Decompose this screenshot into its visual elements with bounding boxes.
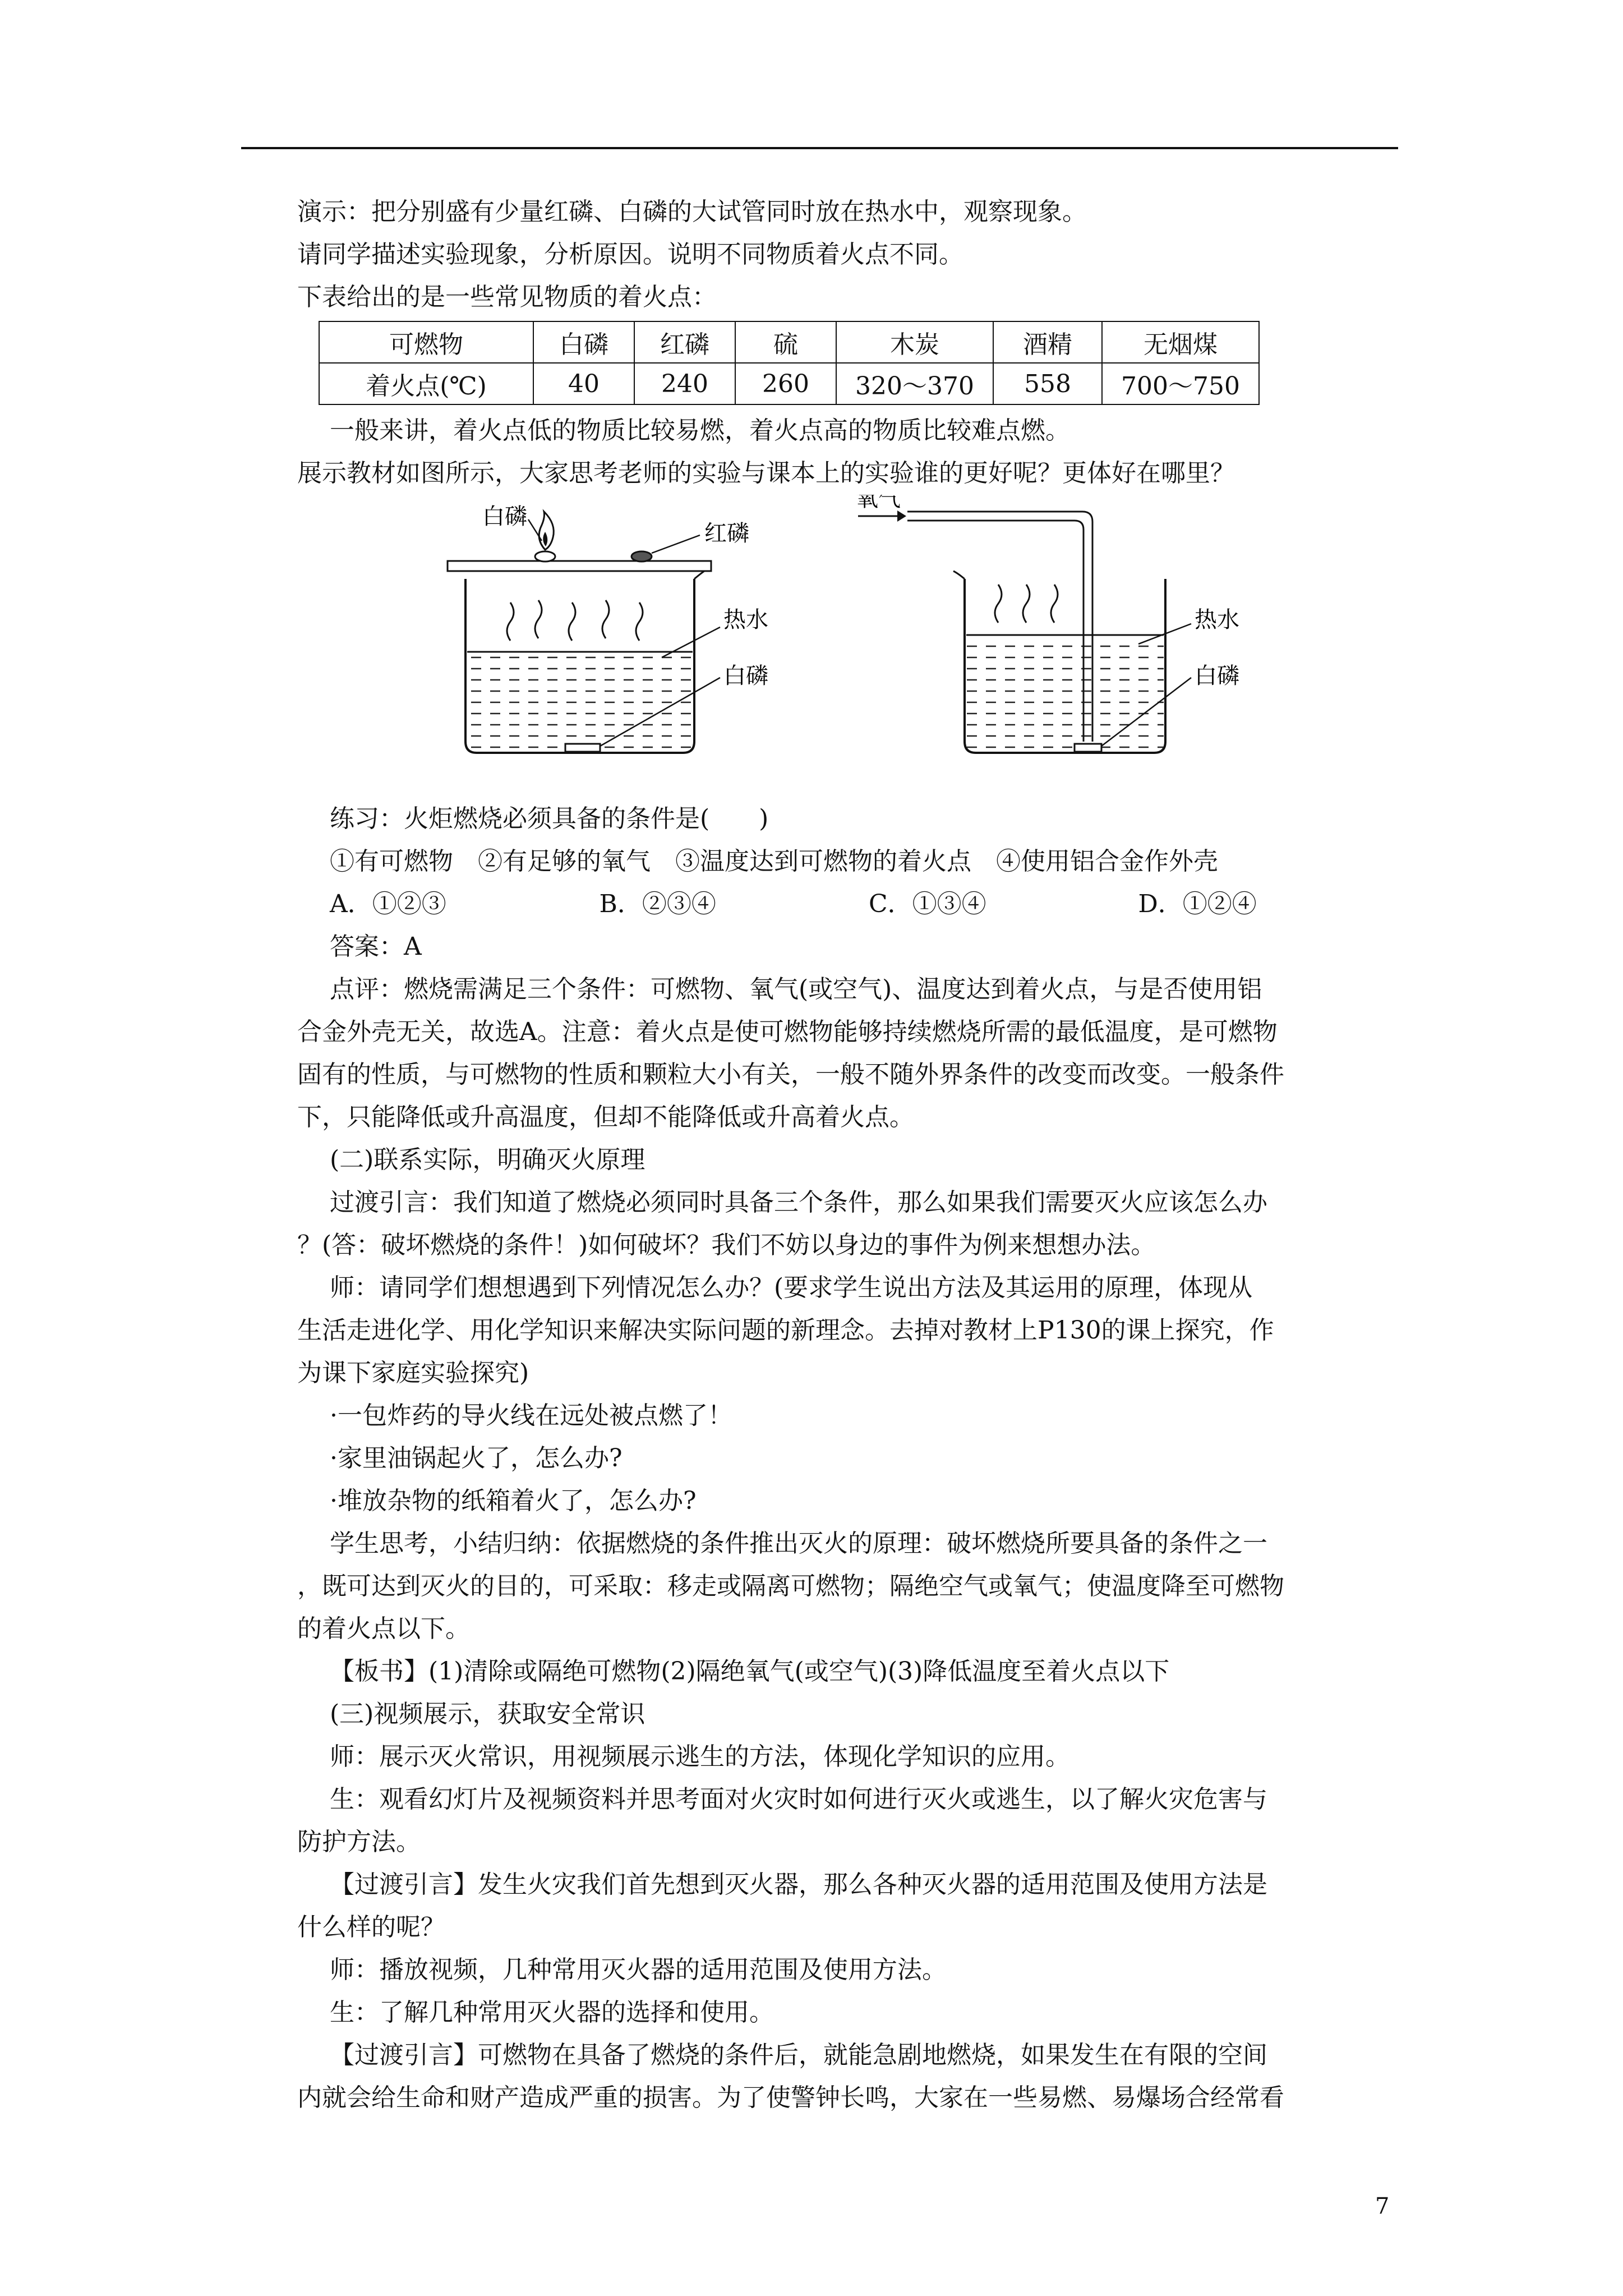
label-hot-water-left: 热水	[723, 607, 768, 633]
experiment-figure	[297, 495, 1408, 798]
student-line: 生：观看幻灯片及视频资料并思考面对火灾时如何进行灭火或逃生，以了解火灾危害与	[330, 1785, 1267, 1814]
transition-line: 【过渡引言】可燃物在具备了燃烧的条件后，就能急剧地燃烧，如果发生在有限的空间	[330, 2041, 1267, 2069]
student-line: 生：了解几种常用灭火器的选择和使用。	[330, 1998, 774, 2027]
teacher-line: 师：播放视频，几种常用灭火器的适用范围及使用方法。	[330, 1955, 947, 1984]
demo-line: 演示：把分别盛有少量红磷、白磷的大试管同时放在热水中，观察现象。	[297, 197, 1087, 226]
summary-line: 学生思考，小结归纳：依据燃烧的条件推出灭火的原理：破坏燃烧所要具备的条件之一	[330, 1529, 1267, 1558]
option-a: A．①②③	[330, 890, 446, 918]
transition-line: 什么样的呢？	[297, 1913, 445, 1941]
table-cell: 40	[533, 363, 634, 404]
table-cell: 无烟煤	[1102, 321, 1259, 363]
table-cell: 酒精	[993, 321, 1102, 363]
header-rule	[241, 147, 1398, 149]
table-cell: 700～750	[1102, 363, 1259, 404]
comment-line: 固有的性质，与可燃物的性质和颗粒大小有关，一般不随外界条件的改变而改变。一般条件	[297, 1060, 1284, 1089]
label-red-phosphorus: 红磷	[704, 521, 749, 546]
table-cell: 硫	[735, 321, 836, 363]
student-line: 防护方法。	[297, 1828, 421, 1856]
label-white-phosphorus-top: 白磷	[482, 504, 527, 530]
comment-line: 下，只能降低或升高温度，但却不能降低或升高着火点。	[297, 1103, 914, 1131]
section3-title: (三)视频展示，获取安全常识	[330, 1700, 645, 1728]
transition-line: 【过渡引言】发生火灾我们首先想到灭火器，那么各种灭火器的适用范围及使用方法是	[330, 1870, 1267, 1899]
table-cell: 木炭	[836, 321, 993, 363]
table-row	[319, 363, 1259, 404]
transition-line: 内就会给生命和财产造成严重的损害。为了使警钟长鸣，大家在一些易燃、易爆场合经常看	[297, 2083, 1284, 2112]
teacher-line: 师：展示灭火常识，用视频展示逃生的方法，体现化学知识的应用。	[330, 1742, 1070, 1771]
comment-line: 合金外壳无关，故选A。注意：着火点是使可燃物能够持续燃烧所需的最低温度，是可燃物	[297, 1018, 1278, 1046]
label-oxygen: 氧气	[856, 495, 901, 512]
teacher-line: 为课下家庭实验探究)	[297, 1359, 529, 1387]
bullet-item: ·堆放杂物的纸箱着火了，怎么办?	[330, 1487, 697, 1515]
left-apparatus	[448, 504, 768, 798]
teacher-line: 生活走进化学、用化学知识来解决实际问题的新理念。去掉对教材上P130的课上探究，作	[297, 1316, 1274, 1345]
table-cell: 着火点(℃)	[319, 363, 533, 404]
exercise-options	[297, 883, 1408, 926]
summary-line: 的着火点以下。	[297, 1614, 470, 1643]
option-d: D．①②④	[1138, 890, 1257, 918]
table-cell: 320～370	[836, 363, 993, 404]
label-hot-water-right: 热水	[1195, 607, 1239, 633]
ignition-point-table	[319, 321, 1260, 405]
table-cell: 240	[634, 363, 735, 404]
general-note: 一般来讲，着火点低的物质比较易燃，着火点高的物质比较难点燃。	[330, 416, 1070, 445]
summary-line: ，既可达到灭火的目的，可采取：移走或隔离可燃物；隔绝空气或氧气；使温度降至可燃物	[297, 1572, 1284, 1600]
table-cell: 558	[993, 363, 1102, 404]
table-header-row	[319, 321, 1259, 363]
section2-title: (二)联系实际，明确灭火原理	[330, 1145, 645, 1174]
exercise-answer: 答案：A	[330, 932, 422, 961]
table-cell: 红磷	[634, 321, 735, 363]
comment-line: 点评：燃烧需满足三个条件：可燃物、氧气(或空气)、温度达到着火点，与是否使用铝	[330, 975, 1262, 1004]
right-apparatus	[856, 495, 1239, 753]
label-white-phosphorus-right: 白磷	[1195, 663, 1239, 689]
option-b: B．②③④	[599, 890, 716, 918]
option-c: C．①③④	[869, 890, 986, 918]
board-notes: 【板书】(1)清除或隔绝可燃物(2)隔绝氧气(或空气)(3)降低温度至着火点以下	[330, 1657, 1170, 1686]
table-intro: 下表给出的是一些常见物质的着火点：	[297, 283, 717, 311]
document-body	[297, 191, 1408, 2119]
transition-line: ？(答：破坏燃烧的条件！)如何破坏？我们不妨以身边的事件为例来想想办法。	[297, 1231, 1156, 1259]
experiment-diagram	[297, 495, 1408, 798]
label-white-phosphorus-bottom: 白磷	[723, 663, 768, 689]
table-cell: 可燃物	[319, 321, 533, 363]
bullet-item: ·一包炸药的导火线在远处被点燃了！	[330, 1401, 732, 1430]
teacher-line: 师：请同学们想想遇到下列情况怎么办？(要求学生说出方法及其运用的原理，体现从	[330, 1273, 1253, 1302]
ask-line: 请同学描述实验现象，分析原因。说明不同物质着火点不同。	[297, 240, 963, 269]
page-number: 7	[1375, 2193, 1390, 2219]
exercise-question: 练习：火炬燃烧必须具备的条件是( )	[330, 804, 769, 833]
exercise-conditions: ①有可燃物 ②有足够的氧气 ③温度达到可燃物的着火点 ④使用铝合金作外壳	[330, 847, 1218, 876]
transition-line: 过渡引言：我们知道了燃烧必须同时具备三个条件，那么如果我们需要灭火应该怎么办	[330, 1188, 1267, 1217]
bullet-item: ·家里油锅起火了，怎么办?	[330, 1444, 623, 1473]
table-cell: 260	[735, 363, 836, 404]
figure-question: 展示教材如图所示，大家思考老师的实验与课本上的实验谁的更好呢？更体好在哪里？	[297, 459, 1235, 487]
table-cell: 白磷	[533, 321, 634, 363]
